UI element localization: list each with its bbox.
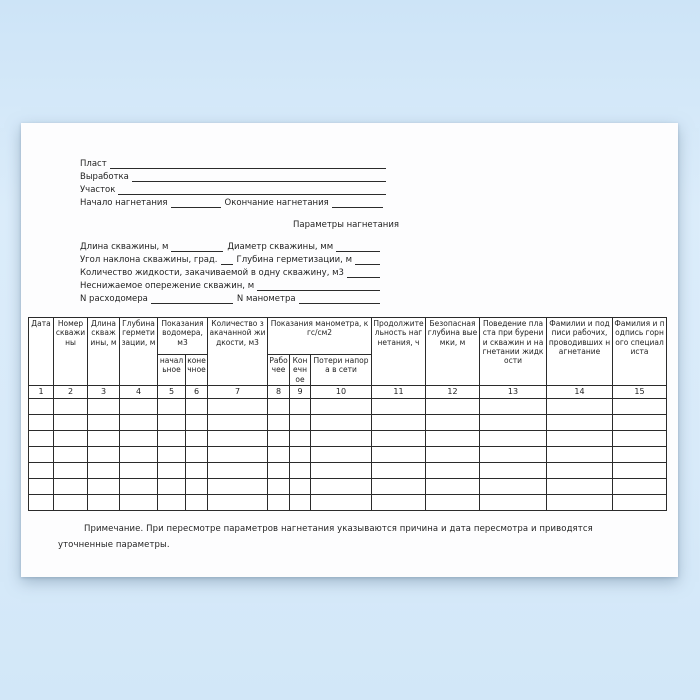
table-cell	[426, 430, 480, 446]
col-header-12: Безопасная глубина выемки, м	[426, 318, 480, 386]
table-cell	[547, 478, 613, 494]
col-subheader-5: начальное	[158, 355, 186, 386]
table-cell	[268, 494, 290, 510]
table-cell	[158, 446, 186, 462]
table-cell	[426, 494, 480, 510]
table-cell	[29, 446, 54, 462]
table-cell	[613, 414, 667, 430]
table-cell	[120, 414, 158, 430]
table-cell	[88, 430, 120, 446]
col-number-7: 7	[208, 385, 268, 398]
table-cell	[426, 398, 480, 414]
table-cell	[268, 398, 290, 414]
col-number-2: 2	[54, 385, 88, 398]
table-cell	[29, 478, 54, 494]
col-number-10: 10	[311, 385, 372, 398]
table-cell	[290, 494, 311, 510]
table-cell	[158, 398, 186, 414]
table-cell	[208, 430, 268, 446]
group-header-2: Показания манометра, кгс/см2	[268, 318, 372, 355]
field-vyrabotka-label: Выработка	[80, 172, 129, 182]
table-cell	[613, 462, 667, 478]
table-cell	[88, 478, 120, 494]
table-cell	[480, 494, 547, 510]
field-advance	[80, 278, 380, 291]
blank-line	[118, 185, 386, 195]
table-cell	[268, 462, 290, 478]
field-uchastok-label: Участок	[80, 185, 116, 195]
table-cell	[158, 494, 186, 510]
table-cell	[613, 478, 667, 494]
table-cell	[547, 414, 613, 430]
col-subheader-10: Потери напора в сети	[311, 355, 372, 386]
table-cell	[372, 446, 426, 462]
table-cell	[290, 446, 311, 462]
col-number-6: 6	[186, 385, 208, 398]
field-end-label: Окончание нагнетания	[224, 198, 329, 208]
col-number-8: 8	[268, 385, 290, 398]
table-cell	[311, 398, 372, 414]
col-number-13: 13	[480, 385, 547, 398]
table-cell	[372, 494, 426, 510]
col-header-7: Количество закачанной жидкости, м3	[208, 318, 268, 386]
table-cell	[480, 398, 547, 414]
document-sheet	[21, 123, 678, 577]
field-uchastok	[80, 182, 386, 195]
table-cell	[158, 414, 186, 430]
blank-line	[336, 242, 380, 252]
table-cell	[54, 446, 88, 462]
table-cell	[120, 478, 158, 494]
blank-line	[132, 172, 386, 182]
table-row	[29, 478, 667, 494]
table-cell	[290, 414, 311, 430]
table-cell	[54, 462, 88, 478]
table-cell	[426, 414, 480, 430]
table-cell	[372, 478, 426, 494]
table-cell	[54, 494, 88, 510]
blank-line	[151, 294, 233, 304]
table-cell	[186, 414, 208, 430]
table-cell	[88, 414, 120, 430]
blank-line	[257, 281, 380, 291]
table-cell	[290, 462, 311, 478]
table-cell	[54, 398, 88, 414]
table-cell	[208, 414, 268, 430]
table-cell	[186, 478, 208, 494]
table-cell	[120, 462, 158, 478]
table-cell	[186, 462, 208, 478]
col-header-13: Поведение пласта при бурении скважин и нагнетании жидкости	[480, 318, 547, 386]
col-header-11: Продолжительность нагнетания, ч	[372, 318, 426, 386]
col-header-1: Дата	[29, 318, 54, 386]
blank-line	[110, 159, 386, 169]
col-number-12: 12	[426, 385, 480, 398]
table-cell	[290, 398, 311, 414]
field-start-end	[80, 195, 383, 208]
field-liquid-label: Количество жидкости, закачиваемой в одну скважину, м3	[80, 268, 344, 278]
table-cell	[88, 398, 120, 414]
table-cell	[29, 430, 54, 446]
table-row	[29, 430, 667, 446]
table-cell	[311, 478, 372, 494]
table-cell	[547, 494, 613, 510]
field-angle-sealdepth	[80, 252, 380, 265]
table-cell	[29, 462, 54, 478]
col-number-1: 1	[29, 385, 54, 398]
col-number-15: 15	[613, 385, 667, 398]
table-cell	[186, 446, 208, 462]
table-cell	[29, 414, 54, 430]
table-cell	[311, 430, 372, 446]
blank-line	[332, 198, 383, 208]
table-cell	[547, 398, 613, 414]
table-cell	[311, 462, 372, 478]
table-cell	[426, 478, 480, 494]
col-number-9: 9	[290, 385, 311, 398]
field-length-label: Длина скважины, м	[80, 242, 169, 252]
col-header-4: Глубина герметизации, м	[120, 318, 158, 386]
table-cell	[88, 462, 120, 478]
col-header-14: Фамилии и подписи рабочих, проводивших нагнетание	[547, 318, 613, 386]
table-cell	[54, 414, 88, 430]
table-cell	[480, 430, 547, 446]
table-cell	[372, 462, 426, 478]
table-cell	[547, 430, 613, 446]
table-cell	[290, 478, 311, 494]
footnote: Примечание. При пересмотре параметров нагнетания указываются причина и дата пересмотра и приводятся уточненные параметры.	[58, 523, 593, 550]
table-cell	[54, 430, 88, 446]
table-cell	[208, 478, 268, 494]
table-cell	[613, 494, 667, 510]
table-cell	[208, 494, 268, 510]
table-cell	[158, 462, 186, 478]
table-cell	[186, 398, 208, 414]
blank-line	[347, 268, 380, 278]
field-plast	[80, 156, 386, 169]
table-cell	[268, 430, 290, 446]
table-cell	[311, 414, 372, 430]
table-row	[29, 494, 667, 510]
table-cell	[120, 398, 158, 414]
blank-line	[171, 242, 223, 252]
table-cell	[372, 414, 426, 430]
field-meters	[80, 291, 380, 304]
table-cell	[613, 446, 667, 462]
field-start-label: Начало нагнетания	[80, 198, 168, 208]
table-row	[29, 446, 667, 462]
table-cell	[268, 446, 290, 462]
table-cell	[372, 430, 426, 446]
table-cell	[120, 430, 158, 446]
injection-parameters-table	[28, 317, 667, 511]
table-cell	[88, 446, 120, 462]
table-cell	[311, 494, 372, 510]
col-number-3: 3	[88, 385, 120, 398]
sheet-content	[31, 156, 672, 553]
field-angle-label: Угол наклона скважины, град.	[80, 255, 218, 265]
col-header-3: Длина скважины, м	[88, 318, 120, 386]
table-cell	[208, 446, 268, 462]
table-cell	[547, 462, 613, 478]
table-row	[29, 462, 667, 478]
table-cell	[120, 446, 158, 462]
col-subheader-9: Конечное	[290, 355, 311, 386]
col-number-14: 14	[547, 385, 613, 398]
table-cell	[480, 462, 547, 478]
table-cell	[29, 494, 54, 510]
table-cell	[480, 414, 547, 430]
table-cell	[88, 494, 120, 510]
blank-line	[221, 255, 233, 265]
table-cell	[613, 398, 667, 414]
blank-line	[171, 198, 221, 208]
table-row	[29, 398, 667, 414]
table-cell	[426, 446, 480, 462]
table-cell	[120, 494, 158, 510]
table-cell	[311, 446, 372, 462]
table-cell	[268, 414, 290, 430]
field-liquid	[80, 265, 380, 278]
table-cell	[290, 430, 311, 446]
col-subheader-6: конечное	[186, 355, 208, 386]
table-cell	[158, 430, 186, 446]
group-header-1: Показания водомера, м3	[158, 318, 208, 355]
table-cell	[158, 478, 186, 494]
table-cell	[29, 398, 54, 414]
table-cell	[208, 462, 268, 478]
table-cell	[480, 478, 547, 494]
col-number-5: 5	[158, 385, 186, 398]
table-cell	[186, 430, 208, 446]
field-flowmeter-label: N расходомера	[80, 294, 148, 304]
field-sealdepth-label: Глубина герметизации, м	[236, 255, 352, 265]
table-cell	[268, 478, 290, 494]
blank-line	[299, 294, 380, 304]
col-header-2: Номер скважины	[54, 318, 88, 386]
table-cell	[208, 398, 268, 414]
table-cell	[426, 462, 480, 478]
table-cell	[186, 494, 208, 510]
table-cell	[613, 430, 667, 446]
params-block	[80, 239, 672, 304]
field-plast-label: Пласт	[80, 159, 107, 169]
field-length-diameter	[80, 239, 380, 252]
col-number-11: 11	[372, 385, 426, 398]
table-cell	[372, 398, 426, 414]
col-header-15: Фамилия и подпись горного специалиста	[613, 318, 667, 386]
section-title: Параметры нагнетания	[293, 220, 399, 230]
field-manometer-label: N манометра	[236, 294, 296, 304]
table-cell	[547, 446, 613, 462]
field-diameter-label: Диаметр скважины, мм	[227, 242, 334, 252]
col-number-4: 4	[120, 385, 158, 398]
field-advance-label: Неснижаемое опережение скважин, м	[80, 281, 255, 291]
table-row	[29, 414, 667, 430]
col-subheader-8: Рабочее	[268, 355, 290, 386]
table-cell	[480, 446, 547, 462]
table-cell	[54, 478, 88, 494]
blank-line	[355, 255, 380, 265]
field-vyrabotka	[80, 169, 386, 182]
